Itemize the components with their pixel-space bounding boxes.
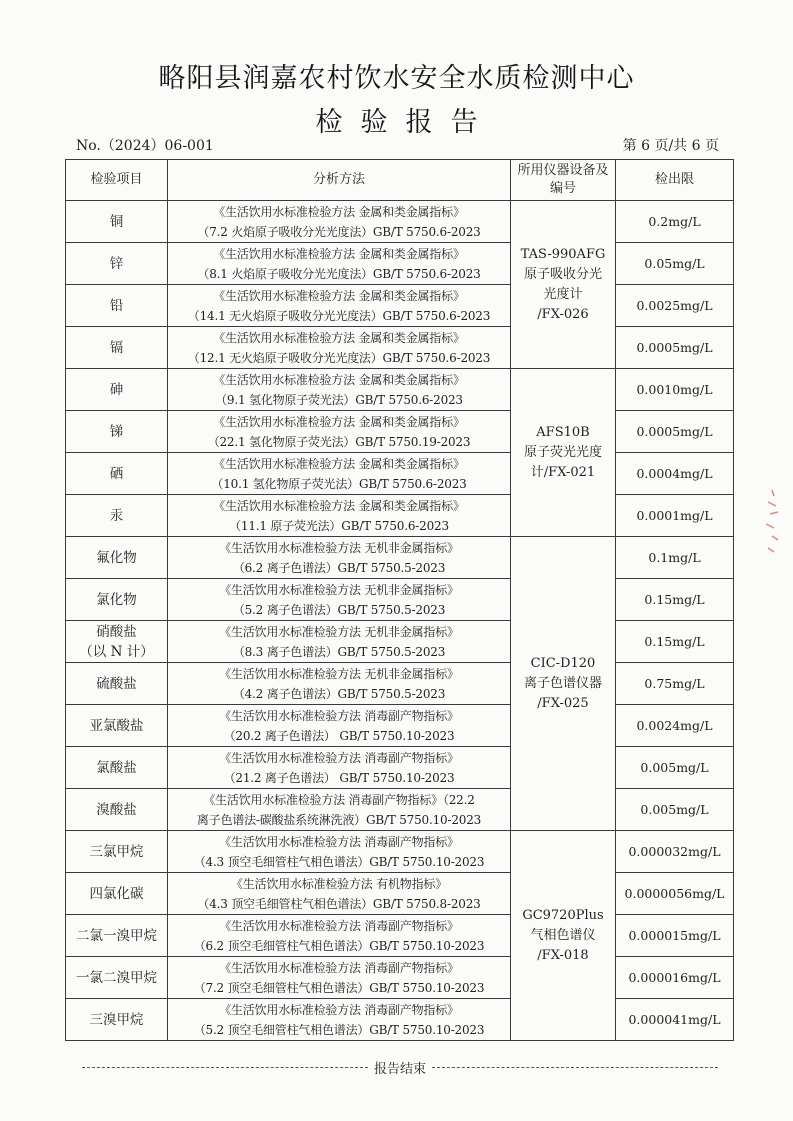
cell-limit: 0.0001mg/L [616, 495, 734, 537]
instrument-line: 原子吸收分光 [523, 266, 602, 282]
method-line-1: 《生活饮用水标准检验方法 无机非金属指标》 [219, 540, 459, 555]
instrument-line: 气相色谱仪 [530, 927, 596, 943]
table-row [66, 747, 734, 789]
table-row [66, 705, 734, 747]
table-row [66, 201, 734, 243]
cell-method [168, 453, 511, 495]
cell-method [168, 705, 511, 747]
method-line-1: 《生活饮用水标准检验方法 消毒副产物指标》 [219, 750, 459, 765]
cell-instrument [511, 201, 616, 369]
method-line-2: （12.1 无火焰原子吸收分光光度法）GB/T 5750.6-2023 [187, 350, 491, 365]
method-line-2: （14.1 无火焰原子吸收分光光度法）GB/T 5750.6-2023 [187, 308, 491, 323]
table-row [66, 957, 734, 999]
instrument-line: GC9720Plus [522, 907, 604, 923]
item-name: 三氯甲烷 [89, 843, 144, 860]
cell-method [168, 243, 511, 285]
method-line-1: 《生活饮用水标准检验方法 金属和类金属指标》 [213, 330, 465, 345]
instrument-line: /FX-025 [537, 695, 589, 711]
method-line-2: （22.1 氢化物原子荧光法）GB/T 5750.19-2023 [207, 434, 471, 449]
cell-method [168, 789, 511, 831]
table-row [66, 789, 734, 831]
method-line-2: （6.2 顶空毛细管柱气相色谱法）GB/T 5750.10-2023 [193, 938, 485, 953]
cell-item [66, 831, 168, 873]
cell-item [66, 495, 168, 537]
header-limit: 检出限 [616, 160, 734, 201]
cell-item [66, 411, 168, 453]
report-org-title: 略阳县润嘉农村饮水安全水质检测中心 [158, 63, 635, 94]
instrument-line: 原子荧光光度 [523, 444, 602, 460]
cell-limit: 0.000016mg/L [616, 957, 734, 999]
method-line-1: 《生活饮用水标准检验方法 消毒副产物指标》 [219, 1002, 459, 1017]
cell-method [168, 327, 511, 369]
method-line-2: （21.2 离子色谱法） GB/T 5750.10-2023 [223, 770, 455, 785]
cell-method [168, 915, 511, 957]
method-line-1: 《生活饮用水标准检验方法 消毒副产物指标》（22.2 [203, 792, 475, 807]
header-item: 检验项目 [66, 160, 168, 201]
cell-limit: 0.1mg/L [616, 537, 734, 579]
cell-item [66, 915, 168, 957]
item-name: 氯酸盐 [96, 759, 137, 776]
cell-method [168, 747, 511, 789]
cell-method [168, 285, 511, 327]
method-line-2: （4.3 顶空毛细管柱气相色谱法）GB/T 5750.8-2023 [197, 896, 481, 911]
results-table [65, 159, 734, 1041]
method-line-2: 离子色谱法-碳酸盐系统淋洗液）GB/T 5750.10-2023 [196, 812, 482, 827]
table-row [66, 621, 734, 663]
cell-limit: 0.0000056mg/L [616, 873, 734, 915]
cell-item [66, 873, 168, 915]
table-row [66, 915, 734, 957]
table-row [66, 579, 734, 621]
method-line-2: （10.1 氢化物原子荧光法）GB/T 5750.6-2023 [211, 476, 467, 491]
item-note: （以 N 计） [79, 643, 154, 660]
cell-method [168, 999, 511, 1041]
instrument-line: 计/FX-021 [530, 464, 596, 480]
cell-limit: 0.0005mg/L [616, 411, 734, 453]
method-line-1: 《生活饮用水标准检验方法 消毒副产物指标》 [219, 834, 459, 849]
item-name: 硒 [109, 465, 124, 482]
cell-item [66, 957, 168, 999]
method-line-1: 《生活饮用水标准检验方法 无机非金属指标》 [219, 624, 459, 639]
method-line-2: （6.2 离子色谱法）GB/T 5750.5-2023 [232, 560, 446, 575]
instrument-line: CIC-D120 [530, 655, 596, 671]
cell-limit: 0.005mg/L [616, 789, 734, 831]
cell-method [168, 957, 511, 999]
cell-item [66, 369, 168, 411]
report-number: No.（2024）06-001 [76, 138, 214, 154]
cell-limit: 0.000015mg/L [616, 915, 734, 957]
cell-method [168, 495, 511, 537]
item-name: 三溴甲烷 [89, 1011, 144, 1028]
table-row [66, 873, 734, 915]
item-name: 氯化物 [96, 591, 137, 608]
report-subtitle: 检验报告 [315, 107, 496, 138]
item-name: 汞 [109, 507, 124, 524]
item-name: 溴酸盐 [96, 801, 137, 818]
method-line-2: （7.2 火焰原子吸收分光光度法）GB/T 5750.6-2023 [197, 224, 481, 239]
item-name: 硫酸盐 [96, 675, 137, 692]
item-name: 亚氯酸盐 [89, 717, 144, 734]
header-instrument [511, 160, 616, 201]
instrument-line: AFS10B [536, 424, 590, 440]
instrument-line: TAS-990AFG [520, 246, 606, 262]
method-line-2: （8.1 火焰原子吸收分光光度法）GB/T 5750.6-2023 [197, 266, 481, 281]
table-row [66, 537, 734, 579]
table-row [66, 999, 734, 1041]
method-line-2: （4.2 离子色谱法）GB/T 5750.5-2023 [232, 686, 446, 701]
table-row [66, 831, 734, 873]
cell-limit: 0.05mg/L [616, 243, 734, 285]
page-indicator: 第 6 页/共 6 页 [622, 138, 719, 154]
item-name: 四氯化碳 [89, 885, 144, 902]
instrument-line: 离子色谱仪器 [523, 675, 602, 691]
method-line-1: 《生活饮用水标准检验方法 消毒副产物指标》 [219, 708, 459, 723]
method-line-2: （9.1 氢化物原子荧光法）GB/T 5750.6-2023 [215, 392, 463, 407]
cell-method [168, 873, 511, 915]
item-name: 锑 [109, 423, 124, 440]
instrument-line: /FX-018 [537, 947, 589, 963]
item-name: 氟化物 [96, 549, 137, 566]
method-line-1: 《生活饮用水标准检验方法 无机非金属指标》 [219, 666, 459, 681]
cell-limit: 0.0005mg/L [616, 327, 734, 369]
cell-item [66, 327, 168, 369]
table-row [66, 285, 734, 327]
method-line-1: 《生活饮用水标准检验方法 金属和类金属指标》 [213, 456, 465, 471]
cell-limit: 0.0010mg/L [616, 369, 734, 411]
header-instrument-text: 所用仪器设备及编号 [517, 163, 609, 196]
cell-item [66, 579, 168, 621]
cell-item [66, 621, 168, 663]
method-line-1: 《生活饮用水标准检验方法 金属和类金属指标》 [213, 498, 465, 513]
method-line-1: 《生活饮用水标准检验方法 无机非金属指标》 [219, 582, 459, 597]
cell-instrument [511, 369, 616, 537]
method-line-2: （8.3 离子色谱法）GB/T 5750.5-2023 [232, 644, 446, 659]
cell-item [66, 999, 168, 1041]
method-line-2: （7.2 顶空毛细管柱气相色谱法）GB/T 5750.10-2023 [193, 980, 485, 995]
cell-limit: 0.0025mg/L [616, 285, 734, 327]
cell-limit: 0.005mg/L [616, 747, 734, 789]
item-name: 一氯二溴甲烷 [76, 969, 157, 986]
cell-item [66, 285, 168, 327]
instrument-line: /FX-026 [537, 306, 589, 322]
seam-stamp-fragment [758, 488, 782, 568]
method-line-1: 《生活饮用水标准检验方法 有机物指标》 [230, 876, 448, 891]
cell-method [168, 201, 511, 243]
cell-limit: 0.000041mg/L [616, 999, 734, 1041]
method-line-1: 《生活饮用水标准检验方法 金属和类金属指标》 [213, 414, 465, 429]
instrument-line: 光度计 [543, 286, 583, 302]
cell-limit: 0.0004mg/L [616, 453, 734, 495]
method-line-1: 《生活饮用水标准检验方法 金属和类金属指标》 [213, 372, 465, 387]
cell-method [168, 369, 511, 411]
cell-limit: 0.2mg/L [616, 201, 734, 243]
cell-method [168, 663, 511, 705]
method-line-1: 《生活饮用水标准检验方法 金属和类金属指标》 [213, 246, 465, 261]
cell-limit: 0.0024mg/L [616, 705, 734, 747]
item-name: 硝酸盐 [96, 623, 137, 640]
cell-item [66, 453, 168, 495]
method-line-1: 《生活饮用水标准检验方法 消毒副产物指标》 [219, 960, 459, 975]
cell-item [66, 747, 168, 789]
table-header-row [66, 160, 734, 201]
table-row [66, 369, 734, 411]
cell-item [66, 663, 168, 705]
item-name: 二氯一溴甲烷 [76, 927, 157, 944]
cell-item [66, 201, 168, 243]
footer-divider-left [82, 1067, 368, 1068]
method-line-1: 《生活饮用水标准检验方法 金属和类金属指标》 [213, 288, 465, 303]
method-line-1: 《生活饮用水标准检验方法 消毒副产物指标》 [219, 918, 459, 933]
header-method: 分析方法 [168, 160, 511, 201]
method-line-1: 《生活饮用水标准检验方法 金属和类金属指标》 [213, 204, 465, 219]
footer-divider-right [432, 1067, 718, 1068]
method-line-2: （20.2 离子色谱法） GB/T 5750.10-2023 [223, 728, 455, 743]
cell-limit: 0.75mg/L [616, 663, 734, 705]
cell-method [168, 621, 511, 663]
cell-instrument [511, 831, 616, 1041]
cell-item [66, 789, 168, 831]
report-footer [82, 1058, 718, 1077]
cell-limit: 0.000032mg/L [616, 831, 734, 873]
cell-limit: 0.15mg/L [616, 621, 734, 663]
table-row [66, 327, 734, 369]
item-name: 砷 [109, 381, 124, 398]
cell-method [168, 537, 511, 579]
item-name: 铅 [109, 297, 124, 314]
item-name: 镉 [109, 339, 124, 356]
cell-item [66, 705, 168, 747]
item-name: 铜 [109, 213, 124, 230]
cell-instrument [511, 537, 616, 831]
cell-item [66, 537, 168, 579]
item-name: 锌 [109, 255, 124, 272]
table-row [66, 411, 734, 453]
method-line-2: （5.2 离子色谱法）GB/T 5750.5-2023 [232, 602, 446, 617]
cell-method [168, 579, 511, 621]
method-line-2: （4.3 顶空毛细管柱气相色谱法）GB/T 5750.10-2023 [193, 854, 485, 869]
report-end-text: 报告结束 [374, 1062, 427, 1077]
cell-method [168, 411, 511, 453]
method-line-2: （11.1 原子荧光法）GB/T 5750.6-2023 [229, 518, 449, 533]
table-row [66, 495, 734, 537]
table-row [66, 453, 734, 495]
cell-item [66, 243, 168, 285]
table-row [66, 243, 734, 285]
cell-method [168, 831, 511, 873]
table-row [66, 663, 734, 705]
cell-limit: 0.15mg/L [616, 579, 734, 621]
method-line-2: （5.2 顶空毛细管柱气相色谱法）GB/T 5750.10-2023 [193, 1022, 485, 1037]
